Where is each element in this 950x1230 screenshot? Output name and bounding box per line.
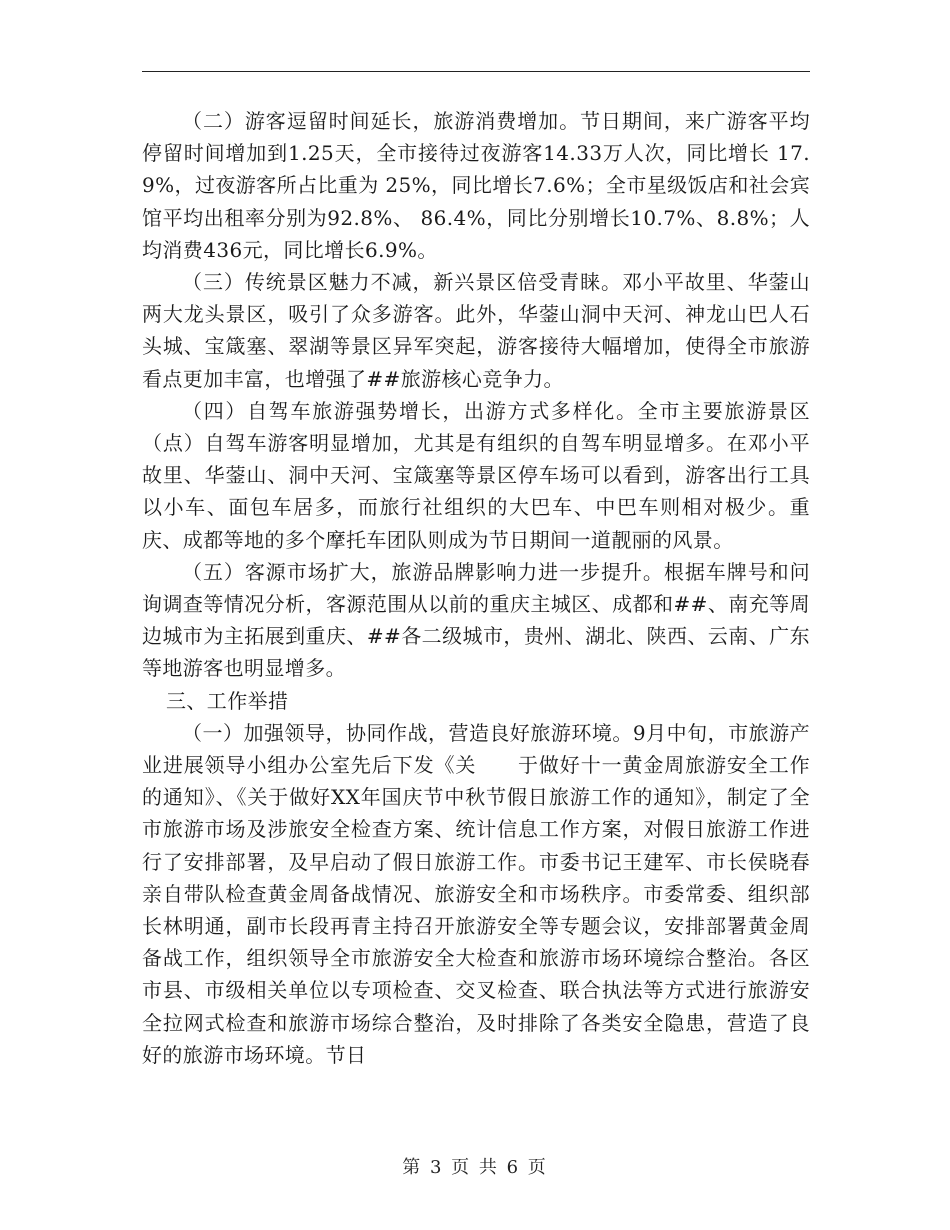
document-body [142, 105, 810, 1071]
paragraph-scenic-areas: （三）传统景区魅力不减，新兴景区倍受青睐。邓小平故里、华蓥山两大龙头景区，吸引了众多游客。此外，华蓥山洞中天河、神龙山巴人石头城、宝箴塞、翠湖等景区异军突起，游客接待大幅增加，使得全市旅游看点更加丰富，也增强了##旅游核心竞争力。 [142, 270, 810, 391]
header-rule [142, 71, 810, 72]
paragraph-source-market: （五）客源市场扩大，旅游品牌影响力进一步提升。根据车牌号和问询调查等情况分析，客源范围从以前的重庆主城区、成都和##、南充等周边城市为主拓展到重庆、##各二级城市，贵州、湖北、陕西、云南、广东等地游客也明显增多。 [142, 559, 810, 681]
paragraph-self-drive: （四）自驾车旅游强势增长，出游方式多样化。全市主要旅游景区（点）自驾车游客明显增加，尤其是有组织的自驾车明显增多。在邓小平故里、华蓥山、洞中天河、宝箴塞等景区停车场可以看到，游客出行工具以小车、面包车居多，而旅行社组织的大巴车、中巴车则相对极少。重庆、成都等地的多个摩托车团队则成为节日期间一道靓丽的风景。 [142, 398, 810, 552]
paragraph-leadership: （一）加强领导，协同作战，营造良好旅游环境。9月中旬，市旅游产业进展领导小组办公室先后下发《关 于做好十一黄金周旅游安全工作的通知》、《关于做好XX年国庆节中秋节假日旅游工作的通知》，制定了全市旅游市场及涉旅安全检查方案、统计信息工作方案，对假日旅游工作进行了安排部署，及早启动了假日旅游工作。市委书记王建军、市长侯晓春亲自带队检查黄金周备战情况、旅游安全和市场秩序。市委常委、组织部长林明通，副市长段再青主持召开旅游安全等专题会议，安排部署黄金周备战工作，组织领导全市旅游安全大检查和旅游市场环境综合整治。各区市县、市级相关单位以专项检查、交叉检查、联合执法等方式进行旅游安全拉网式检查和旅游市场综合整治，及时排除了各类安全隐患，营造了良好的旅游市场环境。节日 [142, 720, 810, 1067]
paragraph-visitor-stay: （二）游客逗留时间延长，旅游消费增加。节日期间，来广游客平均停留时间增加到1.25天，全市接待过夜游客14.33万人次，同比增长 17.9%，过夜游客所占比重为 25%，同比增长7.6%；全市星级饭店和社会宾馆平均出租率分别为92.8%、 86.4%，同比分别增长10.7%、8.8%；人均消费436元，同比增长6.9%。 [142, 109, 810, 262]
page-number-footer: 第 3 页 共 6 页 [402, 1157, 548, 1178]
section-heading-work-measures: 三、工作举措 [166, 688, 289, 713]
